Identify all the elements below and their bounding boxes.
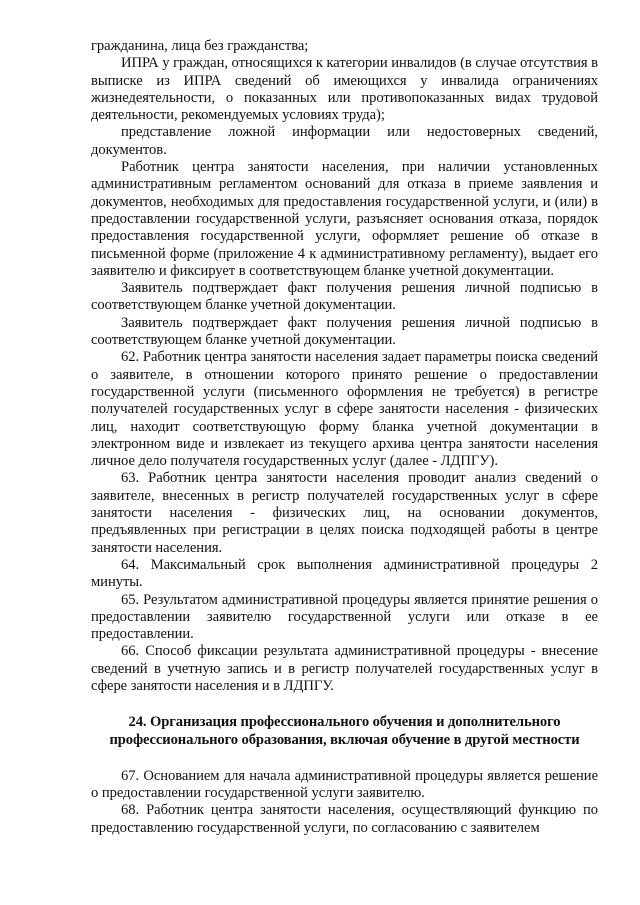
section-heading-line-2: профессионального образования, включая обучение в другой местности: [109, 731, 580, 748]
paragraph-65: 65. Результатом административной процедуры является принятие решения о предоставлении заявителю государственной услуги или отказе в ее предоставлении.: [91, 591, 598, 643]
paragraph-62: 62. Работник центра занятости населения задает параметры поиска сведений о заявителе, в отношении которого принято решение о предоставлении государственной услуги (письменного оформления не требуется) в регистре получателей государственных услуг в сфере занятости населения - физических лиц, находит соответствующую форму бланка учетной документации в электронном виде и извлекает из текущего архива центра занятости населения личное дело получателя государственных услуг (далее - ЛДПГУ).: [91, 349, 598, 470]
document-page: [91, 38, 598, 837]
paragraph: гражданина, лица без гражданства;: [91, 38, 309, 54]
paragraph: Заявитель подтверждает факт получения решения личной подписью в соответствующем бланке учетной документации.: [91, 280, 598, 314]
paragraph-66: 66. Способ фиксации результата административной процедуры - внесение сведений в учетную запись и в регистр получателей государственных услуг в сфере занятости населения и в ЛДПГУ.: [91, 643, 598, 694]
section-heading: [91, 714, 598, 749]
paragraph: Заявитель подтверждает факт получения решения личной подписью в соответствующем бланке учетной документации.: [91, 314, 598, 349]
paragraph-67: 67. Основанием для начала административной процедуры является решение о предоставлении государственной услуги заявителю.: [91, 767, 598, 802]
section-heading-line-1: 24. Организация профессионального обучения и дополнительного: [128, 714, 561, 731]
paragraph: Работник центра занятости населения, при наличии установленных административным регламентом оснований для отказа в приеме заявления и документов, необходимых для предоставления государственной услуги, и (или) в предоставлении государственной услуги, разъясняет основания отказа, порядок предоставления государственной услуги, оформляет решение об отказе в письменной форме (приложение 4 к административному регламенту), выдает его заявителю и фиксирует в соответствующем бланке учетной документации.: [91, 159, 598, 279]
paragraph-68: 68. Работник центра занятости населения, осуществляющий функцию по предоставлению государственной услуги, по согласованию с заявителем: [91, 802, 598, 836]
paragraph: ИПРА у граждан, относящихся к категории инвалидов (в случае отсутствия в выписке из ИПРА сведений об имеющихся у инвалида ограничениях жизнедеятельности, о показанных или противопоказанных видах трудовой деятельности, рекомендуемых условиях труда);: [91, 55, 598, 124]
paragraph: представление ложной информации или недостоверных сведений, документов.: [91, 124, 598, 158]
paragraph-64: 64. Максимальный срок выполнения административной процедуры 2 минуты.: [91, 556, 598, 591]
paragraph-63: 63. Работник центра занятости населения проводит анализ сведений о заявителе, внесенных в регистр получателей государственных услуг в сфере занятости населения - физических лиц, на основании документов, предъявленных при регистрации в целях поиска подходящей работы в центре занятости населения.: [91, 470, 598, 556]
